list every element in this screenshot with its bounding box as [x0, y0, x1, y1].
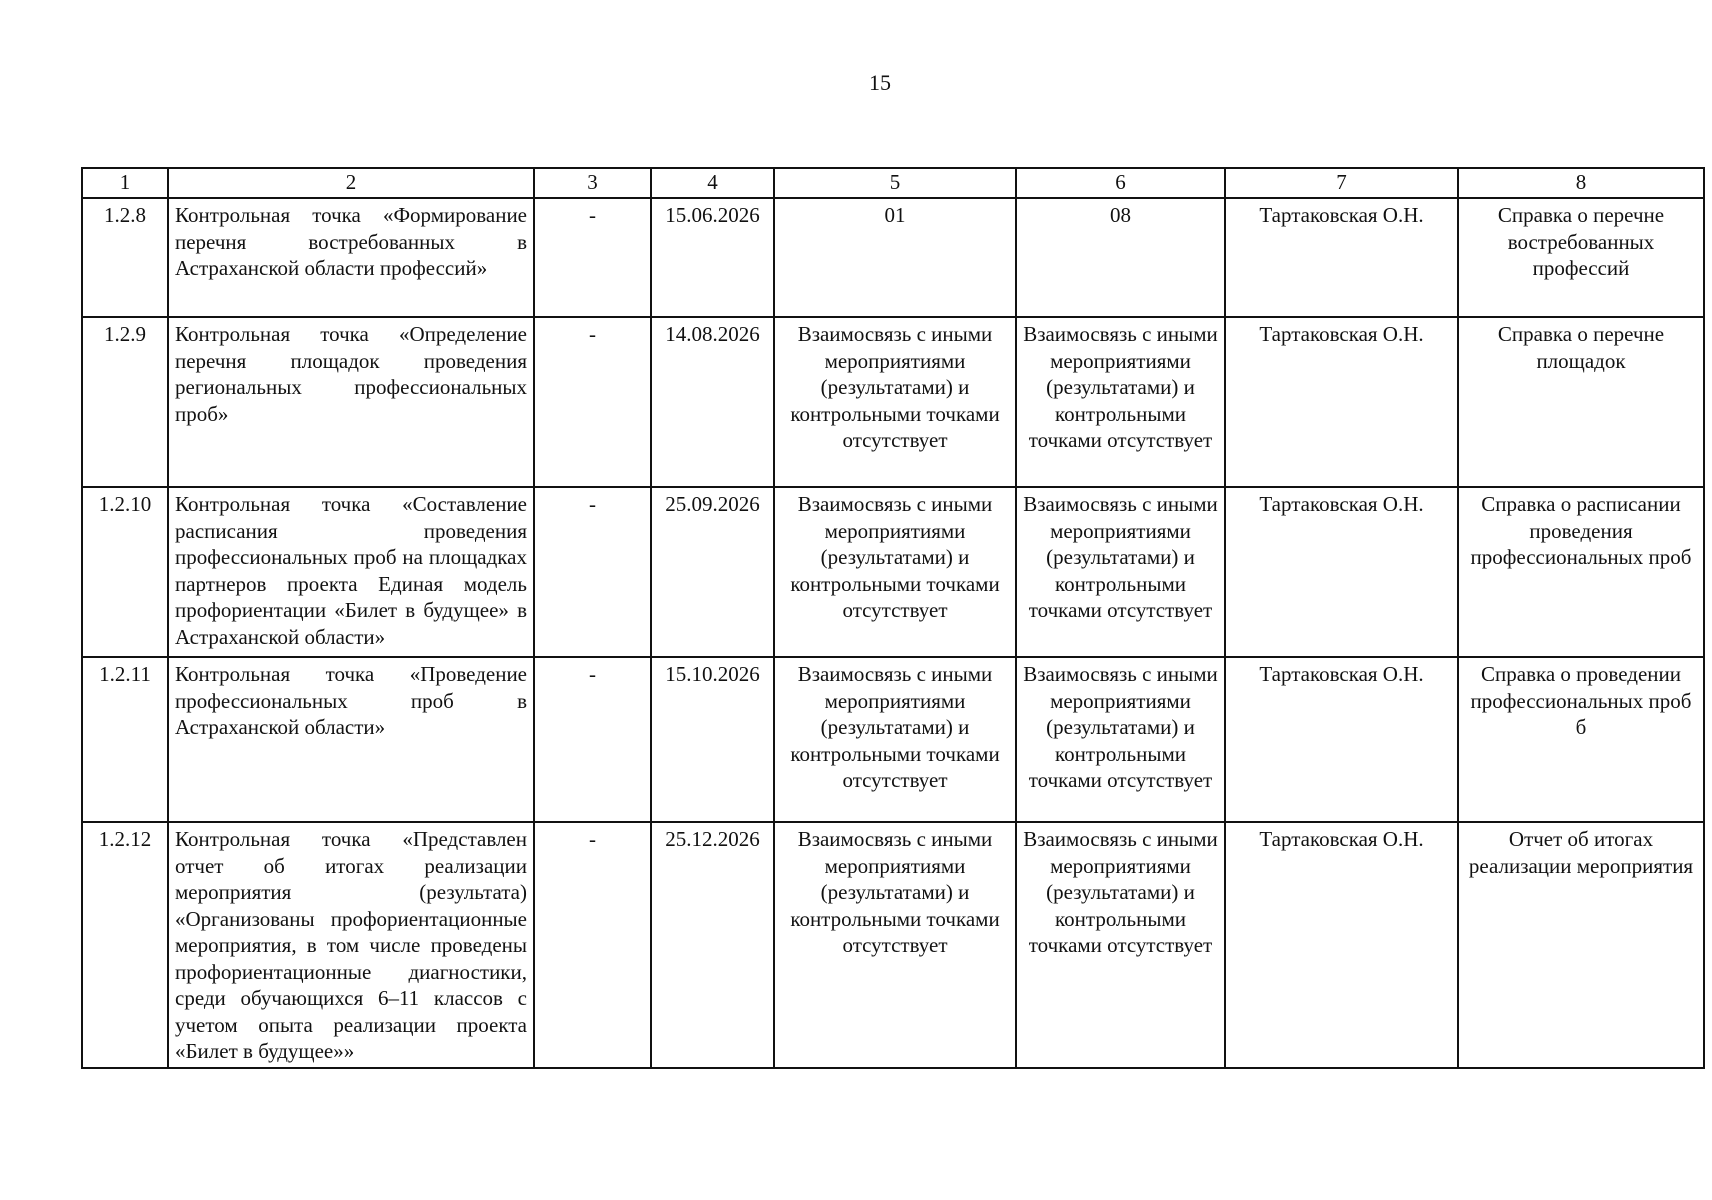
column-6-value: Взаимосвязь с иными мероприятиями (результатами) и контрольными точками отсутствует	[1016, 487, 1225, 657]
column-5-value: Взаимосвязь с иными мероприятиями (результатами) и контрольными точками отсутствует	[774, 317, 1016, 487]
due-date: 15.10.2026	[651, 657, 774, 822]
column-header-4: 4	[651, 168, 774, 198]
row-number: 1.2.11	[82, 657, 168, 822]
page-number: 15	[869, 70, 891, 95]
row-number: 1.2.10	[82, 487, 168, 657]
column-3-value: -	[534, 198, 651, 317]
column-6-value: 08	[1016, 198, 1225, 317]
column-header-1: 1	[82, 168, 168, 198]
column-header-5: 5	[774, 168, 1016, 198]
result-document: Справка о проведении профессиональных проб б	[1458, 657, 1704, 822]
result-document: Справка о расписании проведения профессиональных проб	[1458, 487, 1704, 657]
column-header-2: 2	[168, 168, 534, 198]
due-date: 25.09.2026	[651, 487, 774, 657]
control-point-name: Контрольная точка «Составление расписания проведения профессиональных проб на площадках партнеров проекта Единая модель профориентации «Билет в будущее» в Астраханской области»	[168, 487, 534, 657]
control-points-table	[81, 167, 1705, 1069]
column-header-8: 8	[1458, 168, 1704, 198]
control-point-name: Контрольная точка «Определение перечня площадок проведения региональных профессиональных проб»	[168, 317, 534, 487]
table-row	[82, 657, 1704, 822]
column-header-3: 3	[534, 168, 651, 198]
result-document: Справка о перечне востребованных профессий	[1458, 198, 1704, 317]
table-row	[82, 487, 1704, 657]
control-point-name: Контрольная точка «Представлен отчет об итогах реализации мероприятия (результата) «Организованы профориентационные мероприятия, в том числе проведены профориентационные диагностики, среди обучающихся 6–11 классов с учетом опыта реализации проекта «Билет в будущее»»	[168, 822, 534, 1068]
table-row	[82, 822, 1704, 1068]
responsible-person: Тартаковская О.Н.	[1225, 822, 1458, 1068]
control-point-name: Контрольная точка «Формирование перечня востребованных в Астраханской области профессий»	[168, 198, 534, 317]
due-date: 14.08.2026	[651, 317, 774, 487]
column-5-value: Взаимосвязь с иными мероприятиями (результатами) и контрольными точками отсутствует	[774, 657, 1016, 822]
table-row	[82, 198, 1704, 317]
responsible-person: Тартаковская О.Н.	[1225, 198, 1458, 317]
column-5-value: 01	[774, 198, 1016, 317]
column-3-value: -	[534, 317, 651, 487]
result-document: Справка о перечне площадок	[1458, 317, 1704, 487]
column-6-value: Взаимосвязь с иными мероприятиями (результатами) и контрольными точками отсутствует	[1016, 317, 1225, 487]
row-number: 1.2.8	[82, 198, 168, 317]
result-document: Отчет об итогах реализации мероприятия	[1458, 822, 1704, 1068]
row-number: 1.2.12	[82, 822, 168, 1068]
responsible-person: Тартаковская О.Н.	[1225, 487, 1458, 657]
responsible-person: Тартаковская О.Н.	[1225, 657, 1458, 822]
table-row	[82, 317, 1704, 487]
column-3-value: -	[534, 487, 651, 657]
column-6-value: Взаимосвязь с иными мероприятиями (результатами) и контрольными точками отсутствует	[1016, 657, 1225, 822]
column-3-value: -	[534, 657, 651, 822]
column-5-value: Взаимосвязь с иными мероприятиями (результатами) и контрольными точками отсутствует	[774, 487, 1016, 657]
column-6-value: Взаимосвязь с иными мероприятиями (результатами) и контрольными точками отсутствует	[1016, 822, 1225, 1068]
column-3-value: -	[534, 822, 651, 1068]
column-header-6: 6	[1016, 168, 1225, 198]
column-header-7: 7	[1225, 168, 1458, 198]
row-number: 1.2.9	[82, 317, 168, 487]
control-point-name: Контрольная точка «Проведение профессиональных проб в Астраханской области»	[168, 657, 534, 822]
table-header-row	[82, 168, 1704, 198]
due-date: 15.06.2026	[651, 198, 774, 317]
column-5-value: Взаимосвязь с иными мероприятиями (результатами) и контрольными точками отсутствует	[774, 822, 1016, 1068]
responsible-person: Тартаковская О.Н.	[1225, 317, 1458, 487]
due-date: 25.12.2026	[651, 822, 774, 1068]
